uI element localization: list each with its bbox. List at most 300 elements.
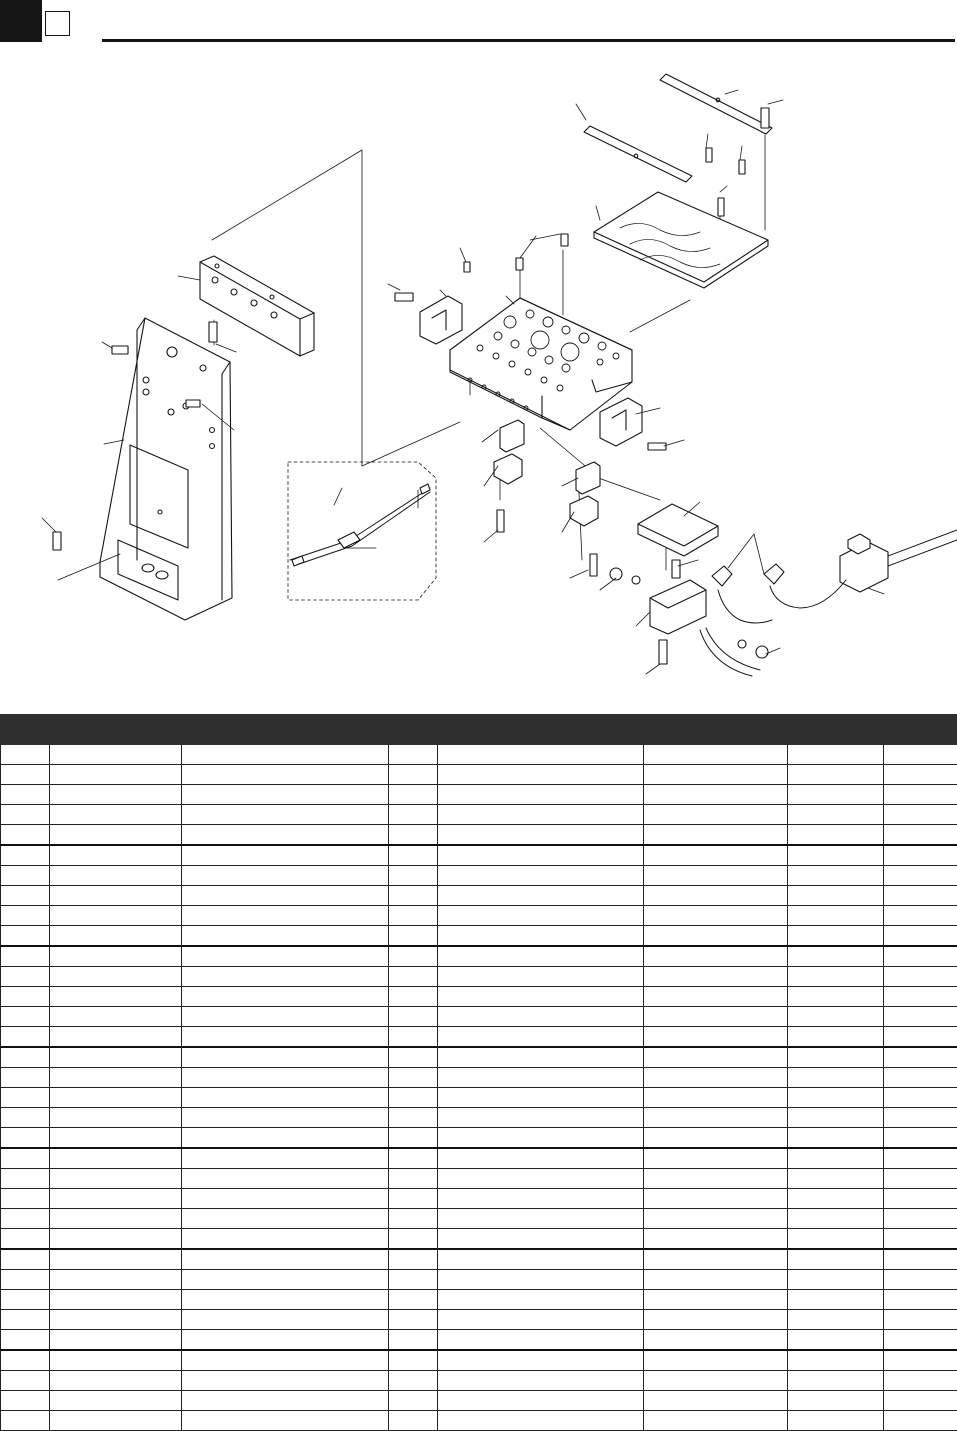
table-cell	[438, 1047, 644, 1068]
table-cell	[182, 926, 389, 947]
table-cell	[1, 1047, 50, 1068]
table-row	[1, 987, 957, 1007]
table-cell	[1, 967, 50, 987]
table-cell	[884, 1189, 957, 1209]
table-cell	[884, 1047, 957, 1068]
table-cell	[389, 866, 438, 886]
table-cell	[438, 946, 644, 967]
table-cell	[884, 1027, 957, 1048]
table-cell	[788, 1229, 884, 1250]
table-cell	[182, 866, 389, 886]
table-cell	[1, 1169, 50, 1189]
table-cell	[50, 1209, 182, 1229]
table-cell	[1, 805, 50, 825]
table-cell	[438, 1290, 644, 1310]
table-cell	[50, 1027, 182, 1048]
table-cell	[644, 1027, 788, 1048]
table-cell	[644, 967, 788, 987]
table-cell	[50, 1189, 182, 1209]
table-cell	[182, 946, 389, 967]
table-cell	[644, 1229, 788, 1250]
column-header	[788, 715, 884, 745]
table-cell	[50, 745, 182, 765]
table-cell	[788, 1068, 884, 1088]
table-row	[1, 1148, 957, 1169]
table-row	[1, 926, 957, 947]
table-cell	[389, 1027, 438, 1048]
table-cell	[50, 1088, 182, 1108]
table-row	[1, 1371, 957, 1391]
table-cell	[884, 1148, 957, 1169]
table-cell	[1, 866, 50, 886]
table-cell	[788, 1310, 884, 1330]
table-cell	[50, 1148, 182, 1169]
table-cell	[788, 906, 884, 926]
table-cell	[389, 926, 438, 947]
table-cell	[50, 1068, 182, 1088]
table-cell	[389, 967, 438, 987]
table-cell	[644, 1189, 788, 1209]
table-cell	[389, 1047, 438, 1068]
table-cell	[884, 1330, 957, 1351]
table-cell	[50, 1249, 182, 1270]
table-cell	[788, 845, 884, 866]
table-cell	[884, 805, 957, 825]
table-cell	[389, 745, 438, 765]
table-cell	[438, 1391, 644, 1411]
table-cell	[389, 1128, 438, 1149]
table-cell	[1, 1148, 50, 1169]
table-cell	[389, 1189, 438, 1209]
table-row	[1, 1128, 957, 1149]
table-cell	[884, 1088, 957, 1108]
table-cell	[182, 906, 389, 926]
table-cell	[438, 1371, 644, 1391]
table-cell	[182, 1088, 389, 1108]
table-cell	[182, 1290, 389, 1310]
table-cell	[1, 745, 50, 765]
table-cell	[644, 1148, 788, 1169]
table-cell	[644, 1209, 788, 1229]
table-cell	[644, 1371, 788, 1391]
clamp-right	[600, 398, 642, 446]
table-cell	[438, 1411, 644, 1431]
table-cell	[1, 906, 50, 926]
table-cell	[1, 1189, 50, 1209]
table-cell	[644, 805, 788, 825]
table-cell	[884, 1290, 957, 1310]
table-cell	[644, 866, 788, 886]
table-row	[1, 1411, 957, 1431]
table-cell	[389, 1229, 438, 1250]
table-row	[1, 906, 957, 926]
upper-plate	[594, 192, 768, 288]
table-cell	[788, 745, 884, 765]
table-cell	[644, 1310, 788, 1330]
table-cell	[182, 765, 389, 785]
table-cell	[644, 1411, 788, 1431]
table-cell	[50, 886, 182, 906]
table-cell	[389, 1391, 438, 1411]
table-cell	[644, 1169, 788, 1189]
table-cell	[389, 805, 438, 825]
table-cell	[50, 1371, 182, 1391]
table-cell	[884, 1411, 957, 1431]
table-row	[1, 1169, 957, 1189]
table-cell	[884, 1007, 957, 1027]
table-cell	[438, 1088, 644, 1108]
column-header	[884, 715, 957, 745]
table-cell	[182, 967, 389, 987]
table-cell	[438, 1148, 644, 1169]
cylinder-assembly	[292, 484, 430, 566]
column-header	[644, 715, 788, 745]
table-cell	[788, 1391, 884, 1411]
table-row	[1, 1229, 957, 1250]
table-cell	[50, 906, 182, 926]
table-cell	[50, 866, 182, 886]
table-cell	[644, 1270, 788, 1290]
table-cell	[182, 1189, 389, 1209]
table-cell	[389, 1290, 438, 1310]
column-header	[389, 715, 438, 745]
column-header	[182, 715, 389, 745]
pad-plate	[638, 504, 718, 556]
table-cell	[438, 926, 644, 947]
table-cell	[788, 785, 884, 805]
table-cell	[182, 1027, 389, 1048]
table-cell	[1, 1391, 50, 1411]
table-cell	[1, 1108, 50, 1128]
table-row	[1, 1108, 957, 1128]
table-cell	[438, 1128, 644, 1149]
table-cell	[182, 845, 389, 866]
table-cell	[438, 1189, 644, 1209]
table-cell	[182, 987, 389, 1007]
table-cell	[788, 1108, 884, 1128]
table-cell	[1, 1330, 50, 1351]
table-cell	[884, 987, 957, 1007]
table-cell	[1, 785, 50, 805]
column-header	[1, 715, 50, 745]
table-cell	[788, 1330, 884, 1351]
table-cell	[389, 1088, 438, 1108]
table-cell	[788, 825, 884, 846]
table-cell	[644, 785, 788, 805]
table-row	[1, 946, 957, 967]
table-cell	[50, 1229, 182, 1250]
page-header	[0, 0, 957, 50]
table-cell	[884, 946, 957, 967]
table-cell	[438, 866, 644, 886]
table-cell	[50, 1169, 182, 1189]
table-cell	[788, 1007, 884, 1027]
table-cell	[182, 1007, 389, 1027]
table-row	[1, 1027, 957, 1048]
table-cell	[884, 765, 957, 785]
table-cell	[389, 1249, 438, 1270]
table-cell	[50, 1290, 182, 1310]
table-cell	[438, 967, 644, 987]
section-tab	[0, 0, 42, 42]
table-cell	[1, 1270, 50, 1290]
table-row	[1, 866, 957, 886]
header-rule	[102, 39, 955, 42]
table-cell	[644, 1330, 788, 1351]
table-cell	[50, 987, 182, 1007]
table-cell	[644, 1350, 788, 1371]
table-row	[1, 967, 957, 987]
table-cell	[1, 987, 50, 1007]
table-cell	[1, 1350, 50, 1371]
table-cell	[1, 1290, 50, 1310]
table-cell	[644, 1391, 788, 1411]
table-cell	[389, 1310, 438, 1330]
table-row	[1, 1047, 957, 1068]
table-cell	[182, 1310, 389, 1330]
table-cell	[50, 785, 182, 805]
table-cell	[182, 1108, 389, 1128]
table-cell	[884, 926, 957, 947]
table-cell	[389, 1270, 438, 1290]
table-cell	[389, 946, 438, 967]
table-cell	[884, 1229, 957, 1250]
table-cell	[438, 765, 644, 785]
table-cell	[1, 1310, 50, 1330]
table-cell	[884, 825, 957, 846]
table-cell	[788, 886, 884, 906]
table-cell	[50, 1128, 182, 1149]
table-cell	[788, 1148, 884, 1169]
table-cell	[884, 886, 957, 906]
table-cell	[438, 1027, 644, 1048]
parts-table	[0, 714, 957, 1431]
bar-upper	[660, 74, 772, 134]
table-cell	[50, 1330, 182, 1351]
table-cell	[389, 1108, 438, 1128]
table-cell	[389, 1411, 438, 1431]
sensor-block	[840, 534, 888, 592]
table-row	[1, 1330, 957, 1351]
table-cell	[50, 1391, 182, 1411]
table-cell	[1, 1411, 50, 1431]
small-blocks	[494, 420, 600, 526]
table-cell	[644, 906, 788, 926]
table-cell	[389, 785, 438, 805]
table-cell	[182, 1128, 389, 1149]
table-cell	[644, 987, 788, 1007]
table-cell	[644, 926, 788, 947]
table-cell	[1, 1068, 50, 1088]
table-cell	[50, 765, 182, 785]
table-cell	[788, 1128, 884, 1149]
bar-lower	[584, 126, 692, 182]
table-cell	[788, 987, 884, 1007]
table-cell	[182, 1047, 389, 1068]
table-row	[1, 785, 957, 805]
table-row	[1, 805, 957, 825]
table-row	[1, 1189, 957, 1209]
table-cell	[182, 1209, 389, 1229]
column-header	[438, 715, 644, 745]
table-row	[1, 1290, 957, 1310]
table-cell	[182, 1330, 389, 1351]
table-cell	[788, 1169, 884, 1189]
table-cell	[788, 765, 884, 785]
table-cell	[1, 1249, 50, 1270]
table-cell	[884, 1209, 957, 1229]
table-cell	[50, 1310, 182, 1330]
table-cell	[788, 866, 884, 886]
table-cell	[438, 906, 644, 926]
table-row	[1, 1270, 957, 1290]
table-cell	[438, 1350, 644, 1371]
table-cell	[1, 1007, 50, 1027]
table-cell	[788, 1088, 884, 1108]
table-cell	[1, 1128, 50, 1149]
table-cell	[1, 765, 50, 785]
table-cell	[884, 1391, 957, 1411]
column-header	[50, 715, 182, 745]
table-cell	[644, 1068, 788, 1088]
table-cell	[644, 946, 788, 967]
table-cell	[438, 886, 644, 906]
table-cell	[438, 1229, 644, 1250]
table-cell	[50, 967, 182, 987]
table-cell	[182, 785, 389, 805]
table-cell	[788, 1350, 884, 1371]
table-cell	[50, 1108, 182, 1128]
table-row	[1, 765, 957, 785]
table-cell	[788, 1371, 884, 1391]
table-cell	[884, 745, 957, 765]
table-cell	[50, 1007, 182, 1027]
table-cell	[389, 1371, 438, 1391]
table-cell	[182, 1350, 389, 1371]
table-cell	[644, 765, 788, 785]
table-cell	[1, 1209, 50, 1229]
table-cell	[884, 1128, 957, 1149]
table-cell	[884, 967, 957, 987]
table-cell	[644, 1007, 788, 1027]
table-cell	[389, 845, 438, 866]
table-cell	[182, 1391, 389, 1411]
table-cell	[389, 1007, 438, 1027]
table-row	[1, 845, 957, 866]
table-cell	[644, 1088, 788, 1108]
table-cell	[1, 926, 50, 947]
table-cell	[438, 1330, 644, 1351]
table-cell	[644, 745, 788, 765]
table-cell	[438, 1007, 644, 1027]
table-cell	[50, 1047, 182, 1068]
table-cell	[182, 1229, 389, 1250]
parts-table-body	[1, 745, 957, 1431]
table-cell	[182, 1371, 389, 1391]
table-cell	[1, 946, 50, 967]
table-cell	[438, 745, 644, 765]
table-cell	[788, 1189, 884, 1209]
table-cell	[788, 946, 884, 967]
valve-block	[650, 580, 706, 634]
table-cell	[788, 1270, 884, 1290]
table-row	[1, 1249, 957, 1270]
table-cell	[884, 845, 957, 866]
table-cell	[1, 1027, 50, 1048]
table-cell	[788, 926, 884, 947]
table-cell	[389, 825, 438, 846]
table-cell	[884, 1068, 957, 1088]
table-row	[1, 1391, 957, 1411]
table-cell	[1, 1371, 50, 1391]
table-cell	[389, 886, 438, 906]
stand-bracket	[100, 318, 232, 620]
table-cell	[438, 987, 644, 1007]
table-cell	[389, 1350, 438, 1371]
table-cell	[182, 805, 389, 825]
table-row	[1, 1007, 957, 1027]
table-cell	[182, 1148, 389, 1169]
table-cell	[50, 1350, 182, 1371]
table-cell	[1, 1088, 50, 1108]
table-cell	[182, 1270, 389, 1290]
table-cell	[389, 765, 438, 785]
table-cell	[644, 1290, 788, 1310]
table-cell	[438, 785, 644, 805]
table-cell	[884, 1270, 957, 1290]
table-cell	[389, 1330, 438, 1351]
table-cell	[50, 926, 182, 947]
table-cell	[1, 886, 50, 906]
table-cell	[644, 1047, 788, 1068]
table-cell	[644, 1128, 788, 1149]
table-cell	[389, 1068, 438, 1088]
table-cell	[182, 825, 389, 846]
table-cell	[182, 1249, 389, 1270]
table-cell	[884, 1310, 957, 1330]
table-cell	[884, 1371, 957, 1391]
table-cell	[182, 886, 389, 906]
table-cell	[788, 1411, 884, 1431]
table-cell	[389, 1169, 438, 1189]
table-cell	[182, 745, 389, 765]
table-cell	[644, 1249, 788, 1270]
table-header-row	[1, 715, 957, 745]
table-cell	[644, 886, 788, 906]
table-cell	[1, 825, 50, 846]
table-cell	[438, 1249, 644, 1270]
table-row	[1, 886, 957, 906]
table-cell	[50, 805, 182, 825]
table-cell	[50, 946, 182, 967]
table-cell	[50, 845, 182, 866]
exploded-parts-drawing	[0, 60, 957, 700]
table-cell	[438, 1068, 644, 1088]
table-cell	[788, 1047, 884, 1068]
table-cell	[438, 805, 644, 825]
table-cell	[438, 845, 644, 866]
table-cell	[438, 1108, 644, 1128]
table-cell	[788, 967, 884, 987]
table-cell	[182, 1169, 389, 1189]
clamp-left	[420, 296, 462, 344]
table-cell	[884, 1169, 957, 1189]
table-cell	[389, 1209, 438, 1229]
table-cell	[438, 1270, 644, 1290]
table-cell	[389, 987, 438, 1007]
table-cell	[788, 1249, 884, 1270]
table-row	[1, 1209, 957, 1229]
